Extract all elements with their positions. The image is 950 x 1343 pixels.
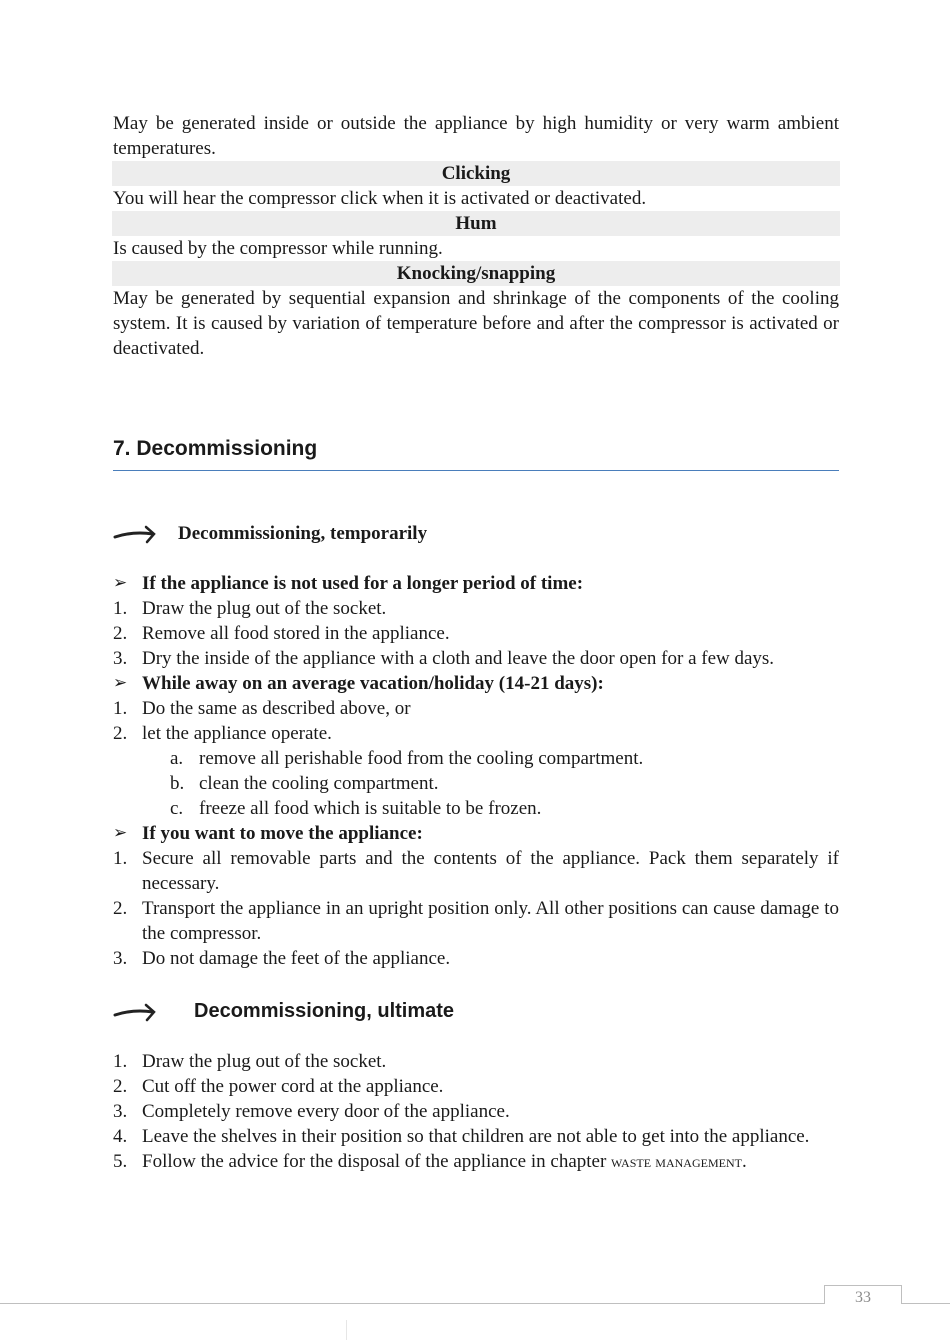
page-content [113, 111, 839, 1174]
bullet-text: If you want to move the appliance: [142, 823, 423, 844]
list-item: 1. Draw the plug out of the socket. [113, 598, 387, 619]
bullet-move [113, 821, 839, 846]
arrowhead-bullet-icon: ➢ [113, 573, 128, 593]
noise-text-clicking: You will hear the compressor click when it is activated or deactivated. [113, 188, 647, 209]
curved-arrow-icon [113, 1001, 157, 1023]
list-item: 2. let the appliance operate. [113, 723, 332, 744]
sub-list-item: c. freeze all food which is suitable to be frozen. [170, 798, 542, 819]
arrowhead-bullet-icon: ➢ [113, 823, 128, 843]
decorative-mark [346, 1320, 347, 1340]
bullet-vacation [113, 671, 839, 696]
sub-list-item: b. clean the cooling compartment. [170, 773, 439, 794]
list-item: 4. Leave the shelves in their position so that children are not able to get into the appliance. [113, 1126, 810, 1147]
subsection-title: Decommissioning, ultimate [194, 1000, 455, 1022]
list-item: 1. Do the same as described above, or [113, 698, 411, 719]
list-item: 3. Do not damage the feet of the appliance. [113, 948, 451, 969]
subsection-temporarily [113, 521, 839, 546]
noise-heading-clicking: Clicking [112, 161, 840, 186]
noise-text-knocking: May be generated by sequential expansion and shrinkage of the components of the cooling system. It is caused by variation of temperature before and after the compressor is activated or deactivated. [113, 288, 839, 359]
list-item: 2. Remove all food stored in the appliance. [113, 623, 450, 644]
chapter-reference: waste management [611, 1152, 742, 1171]
list-item: 3. Dry the inside of the appliance with a cloth and leave the door open for a few days. [113, 648, 775, 669]
subsection-title: Decommissioning, temporarily [178, 523, 428, 544]
list-item: 1. Draw the plug out of the socket. [113, 1051, 387, 1072]
noise-text-hum: Is caused by the compressor while running. [113, 238, 443, 259]
arrowhead-bullet-icon: ➢ [113, 673, 128, 693]
bullet-not-used [113, 571, 839, 596]
bullet-text: While away on an average vacation/holiday (14-21 days): [142, 673, 604, 694]
list-item: 2. Transport the appliance in an upright position only. All other positions can cause damage to the compressor. [113, 898, 839, 944]
list-item: 3. Completely remove every door of the appliance. [113, 1101, 510, 1122]
intro-paragraph: May be generated inside or outside the appliance by high humidity or very warm ambient temperatures. [113, 113, 839, 159]
footer-rule [0, 1303, 950, 1304]
page-number: 33 [824, 1285, 902, 1304]
subsection-ultimate [113, 999, 839, 1024]
noise-heading-hum: Hum [112, 211, 840, 236]
sub-list-item: a. remove all perishable food from the cooling compartment. [170, 748, 644, 769]
noise-heading-knocking: Knocking/snapping [112, 261, 840, 286]
list-item: 1. Secure all removable parts and the contents of the appliance. Pack them separately if necessary. [113, 848, 839, 894]
bullet-text: If the appliance is not used for a longer period of time: [142, 573, 584, 594]
section-title: 7. Decommissioning [113, 435, 839, 471]
curved-arrow-icon [113, 523, 157, 545]
list-item: 5. Follow the advice for the disposal of the appliance in chapter waste management. [113, 1151, 747, 1172]
list-item: 2. Cut off the power cord at the appliance. [113, 1076, 444, 1097]
